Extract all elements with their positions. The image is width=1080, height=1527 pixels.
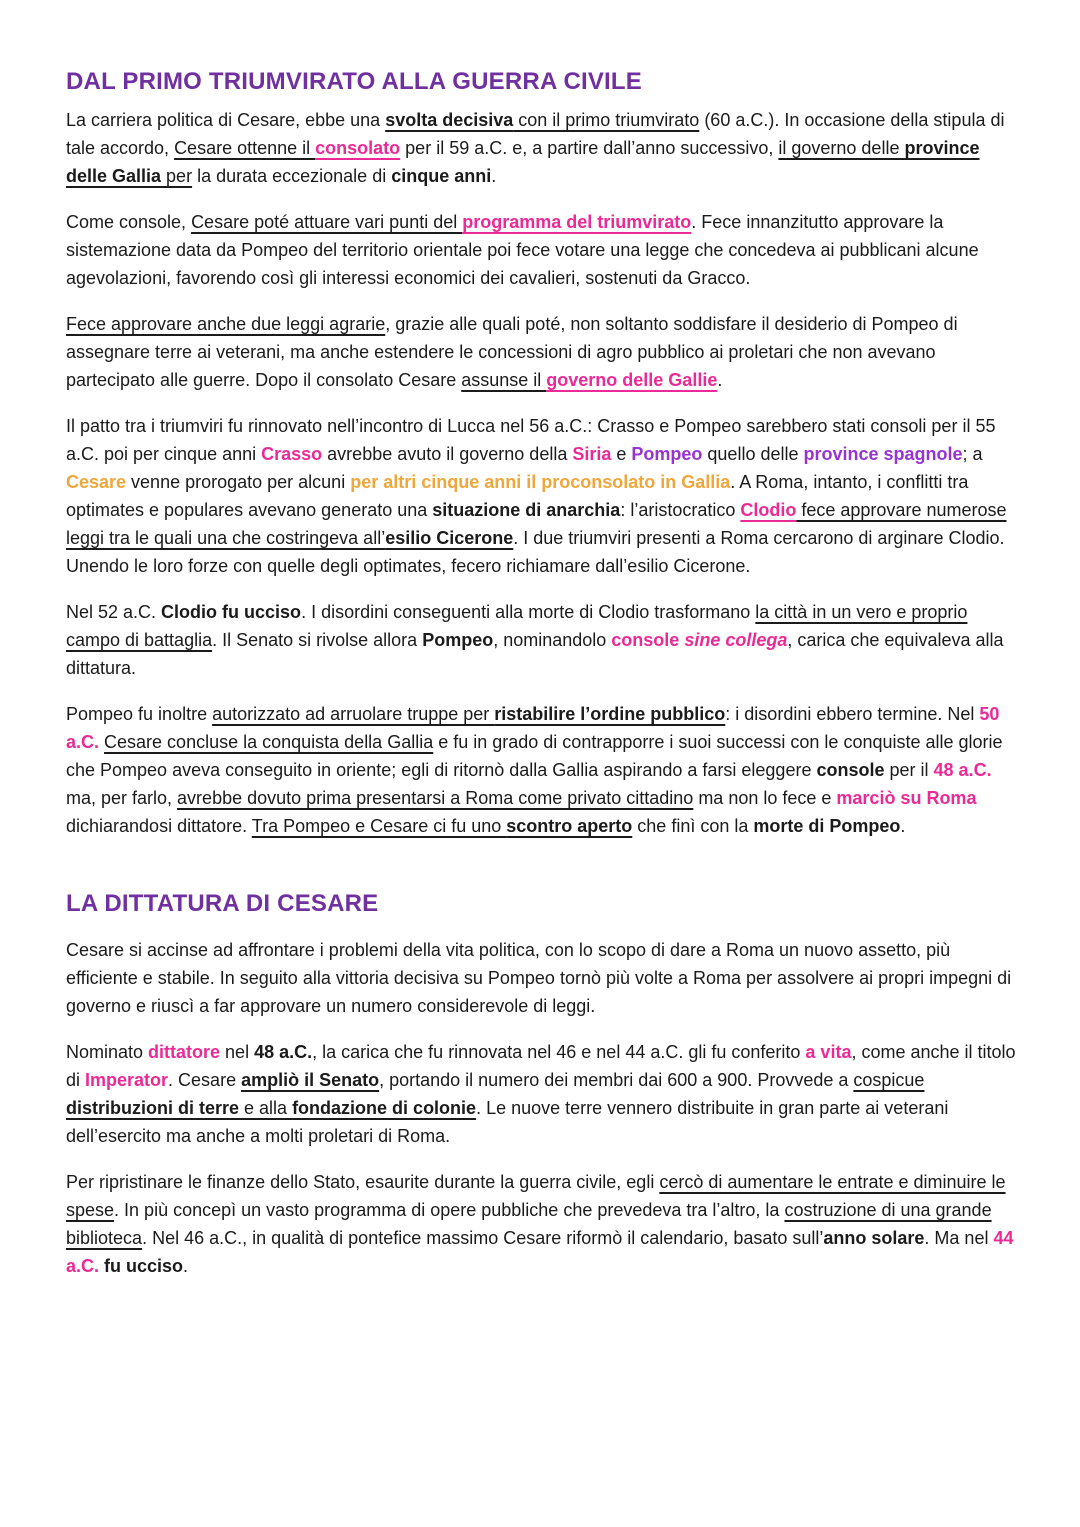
section-body bbox=[66, 106, 1016, 840]
text-run: Tra Pompeo e Cesare ci fu uno bbox=[251, 815, 507, 836]
text-run: , come anche il titolo di bbox=[66, 1041, 1016, 1090]
text-run: la durata eccezionale di bbox=[192, 165, 392, 186]
text-run: . In più concepì un vasto programma di opere pubbliche che prevedeva tra l’altro, la bbox=[114, 1199, 785, 1220]
text-run: cinque anni bbox=[391, 165, 492, 186]
text-run: . Il Senato si rivolse allora bbox=[212, 629, 423, 650]
text-run: fece approvare numerose leggi tra le quali una che costringeva all’ bbox=[66, 499, 1007, 548]
text-run: a vita bbox=[805, 1041, 852, 1062]
text-run: autorizzato ad arruolare truppe per bbox=[212, 703, 495, 724]
text-run: dichiarandosi dittatore. bbox=[66, 815, 252, 836]
text-run: Fece approvare anche due leggi agrarie bbox=[66, 313, 386, 334]
section-heading: LA DITTATURA DI CESARE bbox=[66, 889, 379, 917]
text-run: Pompeo bbox=[631, 443, 703, 464]
text-run: che finì con la bbox=[632, 815, 754, 836]
text-run: . I disordini conseguenti alla morte di Clodio trasformano bbox=[301, 601, 756, 622]
text-run: Cesare poté attuare vari punti del bbox=[191, 211, 463, 232]
text-run: Imperator bbox=[85, 1069, 169, 1090]
paragraph bbox=[66, 412, 1016, 580]
text-run: 50 a.C. bbox=[66, 703, 1000, 752]
text-run: Cesare bbox=[66, 471, 127, 492]
section-la-dittatura-di-cesare bbox=[66, 890, 1016, 1280]
text-run: 48 a.C. bbox=[254, 1041, 313, 1062]
text-run: Pompeo fu inoltre bbox=[66, 703, 213, 724]
text-run: programma del triumvirato bbox=[462, 211, 692, 232]
text-run: 48 a.C. bbox=[933, 759, 992, 780]
text-run: e fu in grado di contrapporre i suoi successi con le conquiste alle glorie che Pompeo aveva conseguito in oriente; egli di ritornò dalla Gallia aspirando a farsi eleggere bbox=[66, 731, 1003, 780]
text-run: il governo delle bbox=[778, 137, 905, 158]
text-run: ristabilire l’ordine pubblico bbox=[494, 703, 726, 724]
text-run: : i disordini ebbero termine. Nel bbox=[725, 703, 980, 724]
text-run: console bbox=[816, 759, 885, 780]
text-run: province delle Gallia bbox=[66, 137, 980, 186]
text-run: . Cesare bbox=[168, 1069, 242, 1090]
paragraph bbox=[66, 700, 1016, 840]
text-run: 44 a.C. bbox=[66, 1227, 1014, 1276]
text-run: per il 59 a.C. e, a partire dall’anno successivo, bbox=[400, 137, 779, 158]
text-run: . A Roma, intanto, i conflitti tra optimates e populares avevano generato una bbox=[66, 471, 969, 520]
text-run: . bbox=[717, 369, 723, 390]
text-run: sine collega bbox=[684, 629, 788, 650]
text-run: Siria bbox=[572, 443, 612, 464]
text-run: scontro aperto bbox=[506, 815, 633, 836]
text-run: Clodio fu ucciso bbox=[161, 601, 302, 622]
text-run: . Fece innanzitutto approvare la sistemazione data da Pompeo del territorio orientale poi fece votare una legge che concedeva ai pubblicani alcune agevolazioni, favorendo così gli interessi economici dei cavalieri, sostenuti da Gracco. bbox=[66, 211, 979, 288]
text-run: Come console, bbox=[66, 211, 192, 232]
text-run: e bbox=[611, 443, 632, 464]
text-run: Nel 52 a.C. bbox=[66, 601, 162, 622]
text-run: distribuzioni di terre bbox=[66, 1097, 240, 1118]
text-run: . Le nuove terre vennero distribuite in gran parte ai veterani dell’esercito ma anche a molti proletari di Roma. bbox=[66, 1097, 949, 1146]
text-run: . bbox=[900, 815, 906, 836]
text-run: La carriera politica di Cesare, ebbe una bbox=[66, 109, 386, 130]
text-run: assunse il bbox=[461, 369, 547, 390]
text-run: morte di Pompeo bbox=[753, 815, 901, 836]
paragraph bbox=[66, 106, 1016, 190]
text-run: . bbox=[491, 165, 497, 186]
text-run: , la carica che fu rinnovata nel 46 e nel 44 a.C. gli fu conferito bbox=[312, 1041, 806, 1062]
text-run: , nominandolo bbox=[493, 629, 612, 650]
text-run: (60 a.C.). In occasione della stipula di tale accordo, bbox=[66, 109, 1005, 158]
text-run: , carica che equivaleva alla dittatura. bbox=[66, 629, 1004, 678]
section-heading: DAL PRIMO TRIUMVIRATO ALLA GUERRA CIVILE bbox=[66, 68, 642, 95]
text-run: : l’aristocratico bbox=[620, 499, 741, 520]
text-run: quello delle bbox=[702, 443, 804, 464]
text-run: Per ripristinare le finanze dello Stato, esaurite durante la guerra civile, egli bbox=[66, 1171, 660, 1192]
text-run: Cesare ottenne il bbox=[174, 137, 316, 158]
text-run: situazione di anarchia bbox=[432, 499, 621, 520]
paragraph bbox=[66, 1168, 1016, 1280]
paragraph bbox=[66, 310, 1016, 394]
text-run: esilio Cicerone bbox=[385, 527, 514, 548]
text-run: Cesare concluse la conquista della Gallia bbox=[104, 731, 434, 752]
text-run: governo delle Gallie bbox=[546, 369, 718, 390]
text-run: cercò di aumentare le entrate e diminuire le spese bbox=[66, 1171, 1006, 1220]
paragraph bbox=[66, 936, 1016, 1020]
text-run: , portando il numero dei membri dai 600 a 900. Provvede a bbox=[379, 1069, 854, 1090]
text-run: Crasso bbox=[261, 443, 323, 464]
text-run: cospicue bbox=[853, 1069, 925, 1090]
text-run: per il bbox=[884, 759, 934, 780]
text-run: ampliò il Senato bbox=[241, 1069, 380, 1090]
text-run: la città in un vero e proprio campo di battaglia bbox=[66, 601, 968, 650]
text-run: ma, per farlo, bbox=[66, 787, 178, 808]
section-body bbox=[66, 936, 1016, 1280]
text-run: per bbox=[161, 165, 193, 186]
text-run: ma non lo fece e bbox=[693, 787, 837, 808]
text-run: con il primo triumvirato bbox=[513, 109, 700, 130]
text-run: costruzione di una grande biblioteca bbox=[66, 1199, 992, 1248]
text-run: consolato bbox=[315, 137, 401, 158]
text-run: e alla bbox=[239, 1097, 293, 1118]
paragraph bbox=[66, 208, 1016, 292]
text-run: fondazione di colonie bbox=[292, 1097, 477, 1118]
text-run: Pompeo bbox=[422, 629, 494, 650]
text-run: avrebbe dovuto prima presentarsi a Roma come privato cittadino bbox=[177, 787, 694, 808]
text-run: avrebbe avuto il governo della bbox=[322, 443, 573, 464]
text-run: Clodio bbox=[740, 499, 797, 520]
text-run: , grazie alle quali poté, non soltanto soddisfare il desiderio di Pompeo di assegnare terre ai veterani, ma anche estendere le concessioni di agro pubblico ai proletari che non avevano partecipato alle guerre. Dopo il consolato Cesare bbox=[66, 313, 958, 390]
text-run: dittatore bbox=[148, 1041, 221, 1062]
text-run: . Ma nel bbox=[924, 1227, 994, 1248]
text-run: Nominato bbox=[66, 1041, 149, 1062]
text-run: svolta decisiva bbox=[385, 109, 514, 130]
text-run: . Nel 46 a.C., in qualità di pontefice massimo Cesare riformò il calendario, basato sull’ bbox=[142, 1227, 824, 1248]
text-run: marciò su Roma bbox=[836, 787, 977, 808]
text-run: fu ucciso bbox=[104, 1255, 184, 1276]
text-run: nel bbox=[220, 1041, 255, 1062]
text-run: console bbox=[611, 629, 685, 650]
text-run: venne prorogato per alcuni bbox=[126, 471, 351, 492]
text-run: province spagnole bbox=[803, 443, 963, 464]
text-run: ; a bbox=[962, 443, 983, 464]
text-run: Il patto tra i triumviri fu rinnovato nell’incontro di Lucca nel 56 a.C.: Crasso e Pompeo sarebbero stati consoli per il 55 a.C. poi per cinque anni bbox=[66, 415, 996, 464]
text-run: per altri cinque anni il proconsolato in Gallia bbox=[350, 471, 731, 492]
paragraph bbox=[66, 598, 1016, 682]
text-run: Cesare si accinse ad affrontare i problemi della vita politica, con lo scopo di dare a Roma un nuovo assetto, più efficiente e stabile. In seguito alla vittoria decisiva su Pompeo tornò più volte a Roma per assolvere ai propri impegni di governo e riuscì a far approvare un numero considerevole di leggi. bbox=[66, 939, 1012, 1016]
text-run: anno solare bbox=[823, 1227, 925, 1248]
text-run: . I due triumviri presenti a Roma cercarono di arginare Clodio. Unendo le loro forze con quelle degli optimates, fecero richiamare dall’esilio Cicerone. bbox=[66, 527, 1005, 576]
section-dal-primo-triumvirato bbox=[66, 68, 1016, 840]
paragraph bbox=[66, 1038, 1016, 1150]
text-run: . bbox=[183, 1255, 189, 1276]
